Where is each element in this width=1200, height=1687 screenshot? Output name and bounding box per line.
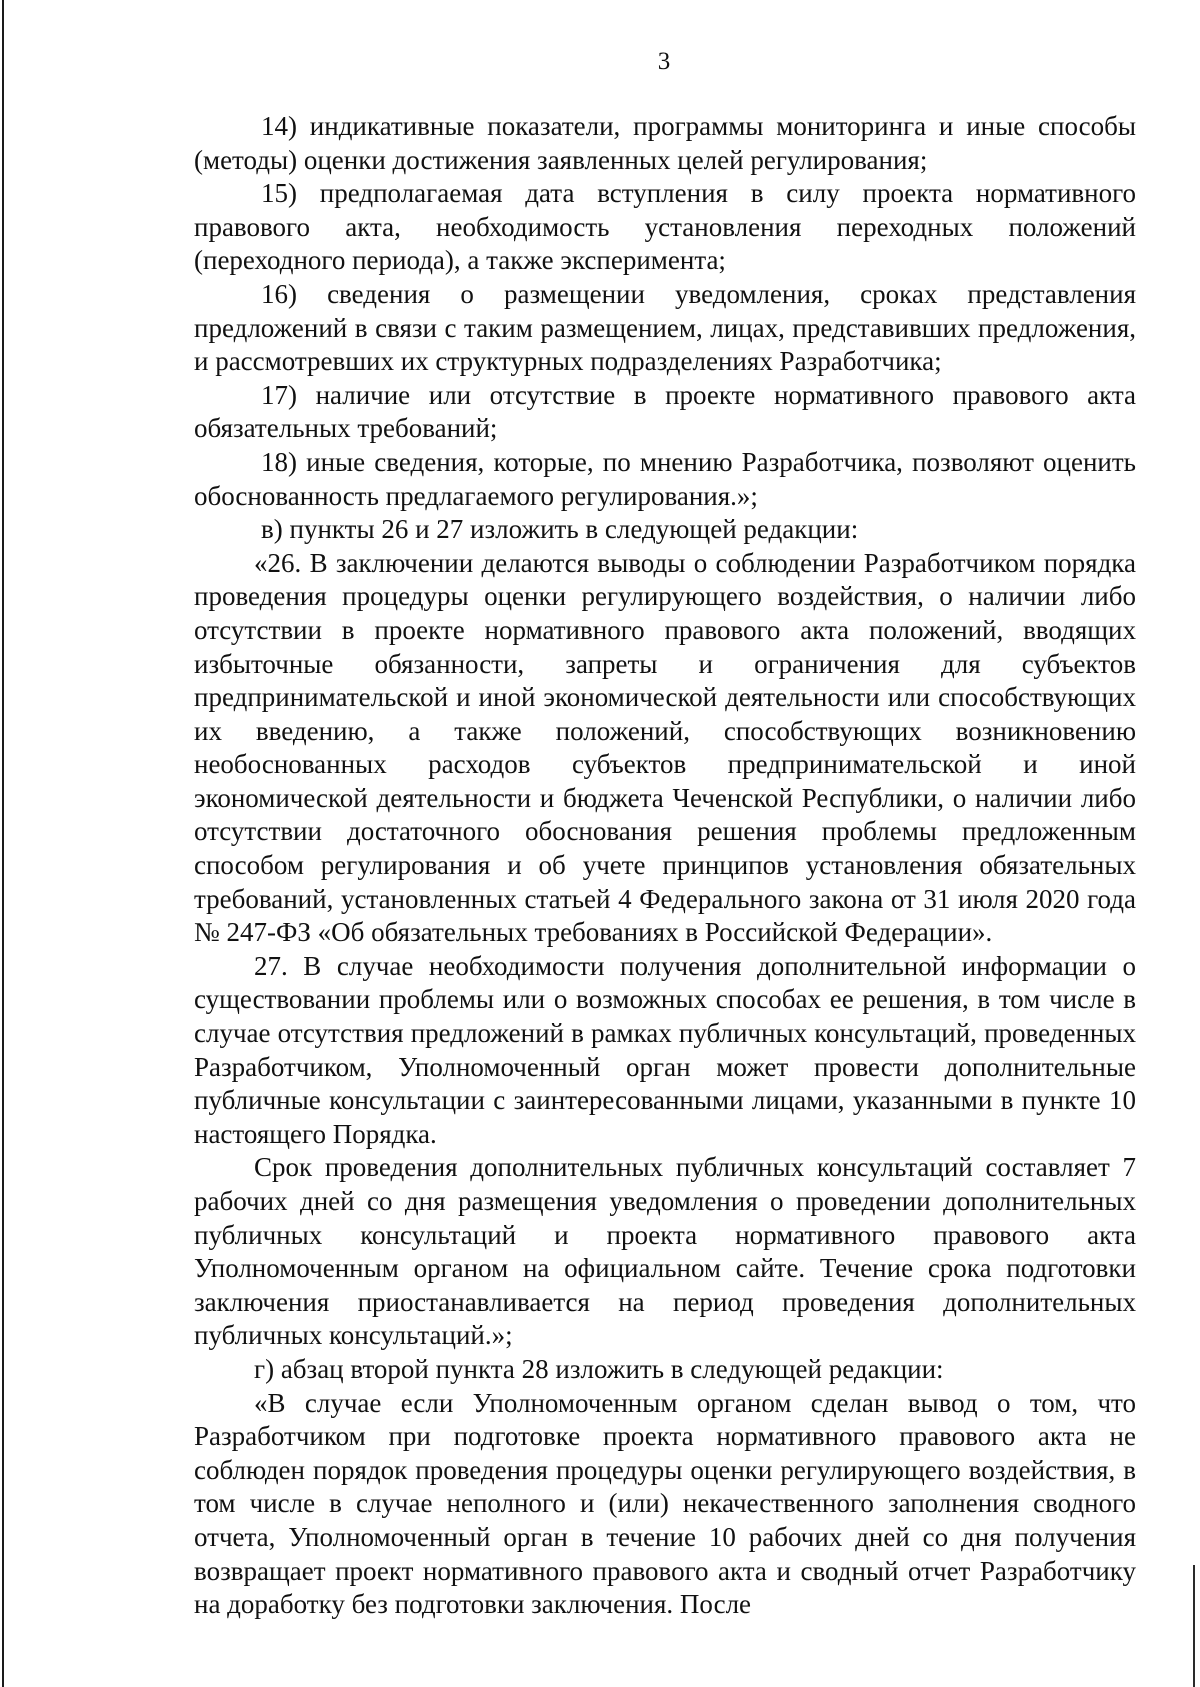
paragraph-item-18: 18) иные сведения, которые, по мнению Разработчика, позволяют оценить обоснованность предлагаемого регулирования.»; (194, 446, 1136, 511)
paragraph-item-16: 16) сведения о размещении уведомления, сроках представления предложений в связи с таким размещением, лицах, представивших предложения, и рассмотревших их структурных подразделениях Разработчика; (194, 278, 1136, 377)
paragraph-item-17: 17) наличие или отсутствие в проекте нормативного правового акта обязательных требований; (194, 379, 1136, 444)
paragraph-point-26: «26. В заключении делаются выводы о соблюдении Разработчиком порядка проведения процедуры оценки регулирующего воздействия, о наличии либо отсутствии в проекте нормативного правового акта положений, вводящих избыточные обязанности, запреты и ограничения для субъектов предпринимательской и иной экономической деятельности или способствующих их введению, а также положений, способствующих возникновению необоснованных расходов субъектов предпринимательской и иной экономической деятельности и бюджета Чеченской Республики, о наличии либо отсутствии достаточного обоснования решения проблемы предложенным способом регулирования и об учете принципов установления обязательных требований, установленных статьей 4 Федерального закона от 31 июля 2020 года № 247-ФЗ «Об обязательных требованиях в Российской Федерации». (194, 547, 1136, 948)
paragraph-point-27: 27. В случае необходимости получения дополнительной информации о существовании проблемы или о возможных способах ее решения, в том числе в случае отсутствия предложений в рамках публичных консультаций, проведенных Разработчиком, Уполномоченный орган может провести дополнительные публичные консультации с заинтересованными лицами, указанными в пункте 10 настоящего Порядка. (194, 950, 1136, 1149)
page-number: 3 (657, 48, 671, 75)
paragraph-item-14: 14) индикативные показатели, программы мониторинга и иные способы (методы) оценки достижения заявленных целей регулирования; (194, 111, 1136, 175)
paragraph-item-15: 15) предполагаемая дата вступления в силу проекта нормативного правового акта, необходимость установления переходных положений (переходного периода), а также эксперимента; (194, 178, 1136, 276)
scan-edge-left (2, 0, 4, 1687)
paragraph-point-28-second: «В случае если Уполномоченным органом сделан вывод о том, что Разработчиком при подготовке проекта нормативного правового акта не соблюден порядок проведения процедуры оценки регулирующего воздействия, в том числе в случае неполного и (или) некачественного заполнения сводного отчета, Уполномоченный орган в течение 10 рабочих дней со дня получения возвращает проект нормативного правового акта и сводный отчет Разработчику на доработку без подготовки заключения. После (194, 1387, 1136, 1620)
paragraph-consultation-term: Срок проведения дополнительных публичных консультаций составляет 7 рабочих дней со дня размещения уведомления о проведении дополнительных публичных консультаций и проекта нормативного правового акта Уполномоченным органом на официальном сайте. Течение срока подготовки заключения приостанавливается на период проведения дополнительных публичных консультаций.»; (194, 1152, 1136, 1351)
document-body (194, 110, 1136, 1622)
paragraph-subitem-g: г) абзац второй пункта 28 изложить в следующей редакции: (254, 1353, 944, 1384)
paragraph-subitem-v: в) пункты 26 и 27 изложить в следующей редакции: (261, 514, 859, 545)
scan-edge-right (1193, 1565, 1195, 1687)
